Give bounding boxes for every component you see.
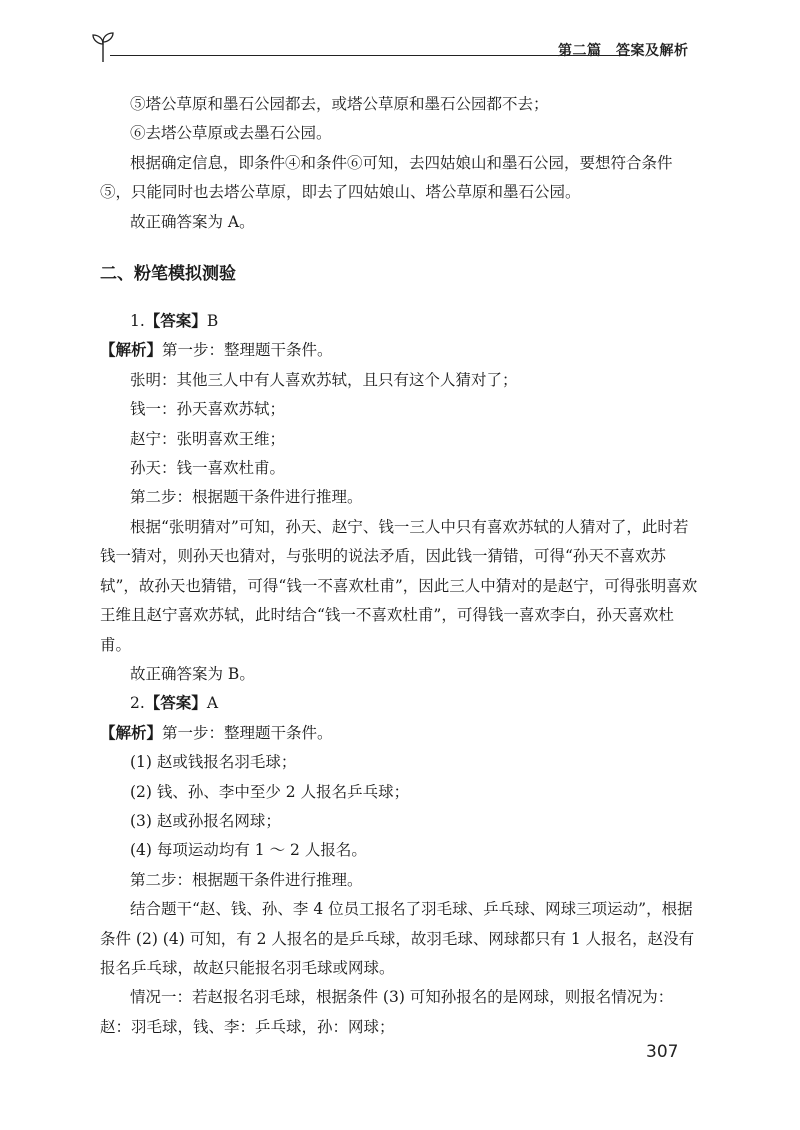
q1-reasoning: 根据“张明猜对”可知，孙天、赵宁、钱一三人中只有喜欢苏轼的人猜对了，此时若钱一猜对，则孙天也猜对，与张明的说法矛盾，因此钱一猜错，可得“孙天不喜欢苏轼”，故孙天也猜错，可得“钱一不喜欢杜甫”，因此三人中猜对的是赵宁，可得张明喜欢王维且赵宁喜欢苏轼，此时结合“钱一不喜欢杜甫”，可得钱一喜欢李白，孙天喜欢杜甫。 [100,517,698,654]
q1-statement-3: 赵宁：张明喜欢王维； [130,429,286,448]
header-title: 第二篇 答案及解析 [558,43,689,59]
sprout-icon [90,30,116,64]
page-header [86,30,706,70]
q2-analysis-line [100,719,700,748]
q2-number: 2. [130,694,145,713]
q2-answer-line [100,689,700,718]
q2-step2: 第二步：根据题干条件进行推理。 [130,870,363,889]
q1-answer-tag: 【答案】 [144,312,207,331]
q1-conclusion: 故正确答案为 B。 [130,664,255,683]
q1-answer: B [206,312,219,331]
q1-number: 1. [130,312,145,331]
q1-step1: 第一步：整理题干条件。 [162,341,333,360]
condition-5: ⑤塔公草原和墨石公园都去，或塔公草原和墨石公园都不去； [130,95,549,113]
q2-analysis-tag: 【解析】 [100,723,163,742]
q1-step2: 第二步：根据题干条件进行推理。 [130,488,363,507]
q2-condition-2: (2) 钱、孙、李中至少 2 人报名乒乓球； [130,782,410,801]
q2-condition-4: (4) 每项运动均有 1 ～ 2 人报名。 [130,841,367,860]
q2-answer: A [206,694,219,713]
q1-statement-4: 孙天：钱一喜欢杜甫。 [130,459,286,478]
condition-6: ⑥去塔公草原或去墨石公园。 [130,124,332,143]
q2-condition-1: (1) 赵或钱报名羽毛球； [130,753,297,772]
page-number: 307 [646,1042,679,1062]
q2-reasoning: 结合题干“赵、钱、孙、李 4 位员工报名了羽毛球、乒乓球、网球三项运动”，根据条件 (2) (4) 可知，有 2 人报名的是乒乓球，故羽毛球、网球都只有 1 人报名，赵没有报名乒乓球，故赵只能报名羽毛球或网球。 [100,900,695,977]
q1-statement-2: 钱一：孙天喜欢苏轼； [130,400,286,419]
section-heading: 二、粉笔模拟测验 [100,264,236,285]
q2-condition-3: (3) 赵或孙报名网球； [130,811,281,830]
header-rule [110,55,630,56]
q2-case-1: 情况一：若赵报名羽毛球，根据条件 (3) 可知孙报名的是网球，则报名情况为：赵：羽毛球，钱、李：乒乓球，孙：网球； [100,988,674,1036]
page-content [100,90,700,1042]
conclusion: 故正确答案为 A。 [130,212,255,231]
q1-answer-line [100,307,700,336]
q2-step1: 第一步：整理题干条件。 [162,723,333,742]
q1-statement-1: 张明：其他三人中有人喜欢苏轼，且只有这个人猜对了； [130,370,518,389]
q1-analysis-tag: 【解析】 [100,341,163,360]
q2-answer-tag: 【答案】 [144,694,207,713]
q1-analysis-line [100,336,700,365]
reasoning-paragraph: 根据确定信息，即条件④和条件⑥可知，去四姑娘山和墨石公园，要想符合条件⑤，只能同时也去塔公草原，即去了四姑娘山、塔公草原和墨石公园。 [100,153,673,202]
